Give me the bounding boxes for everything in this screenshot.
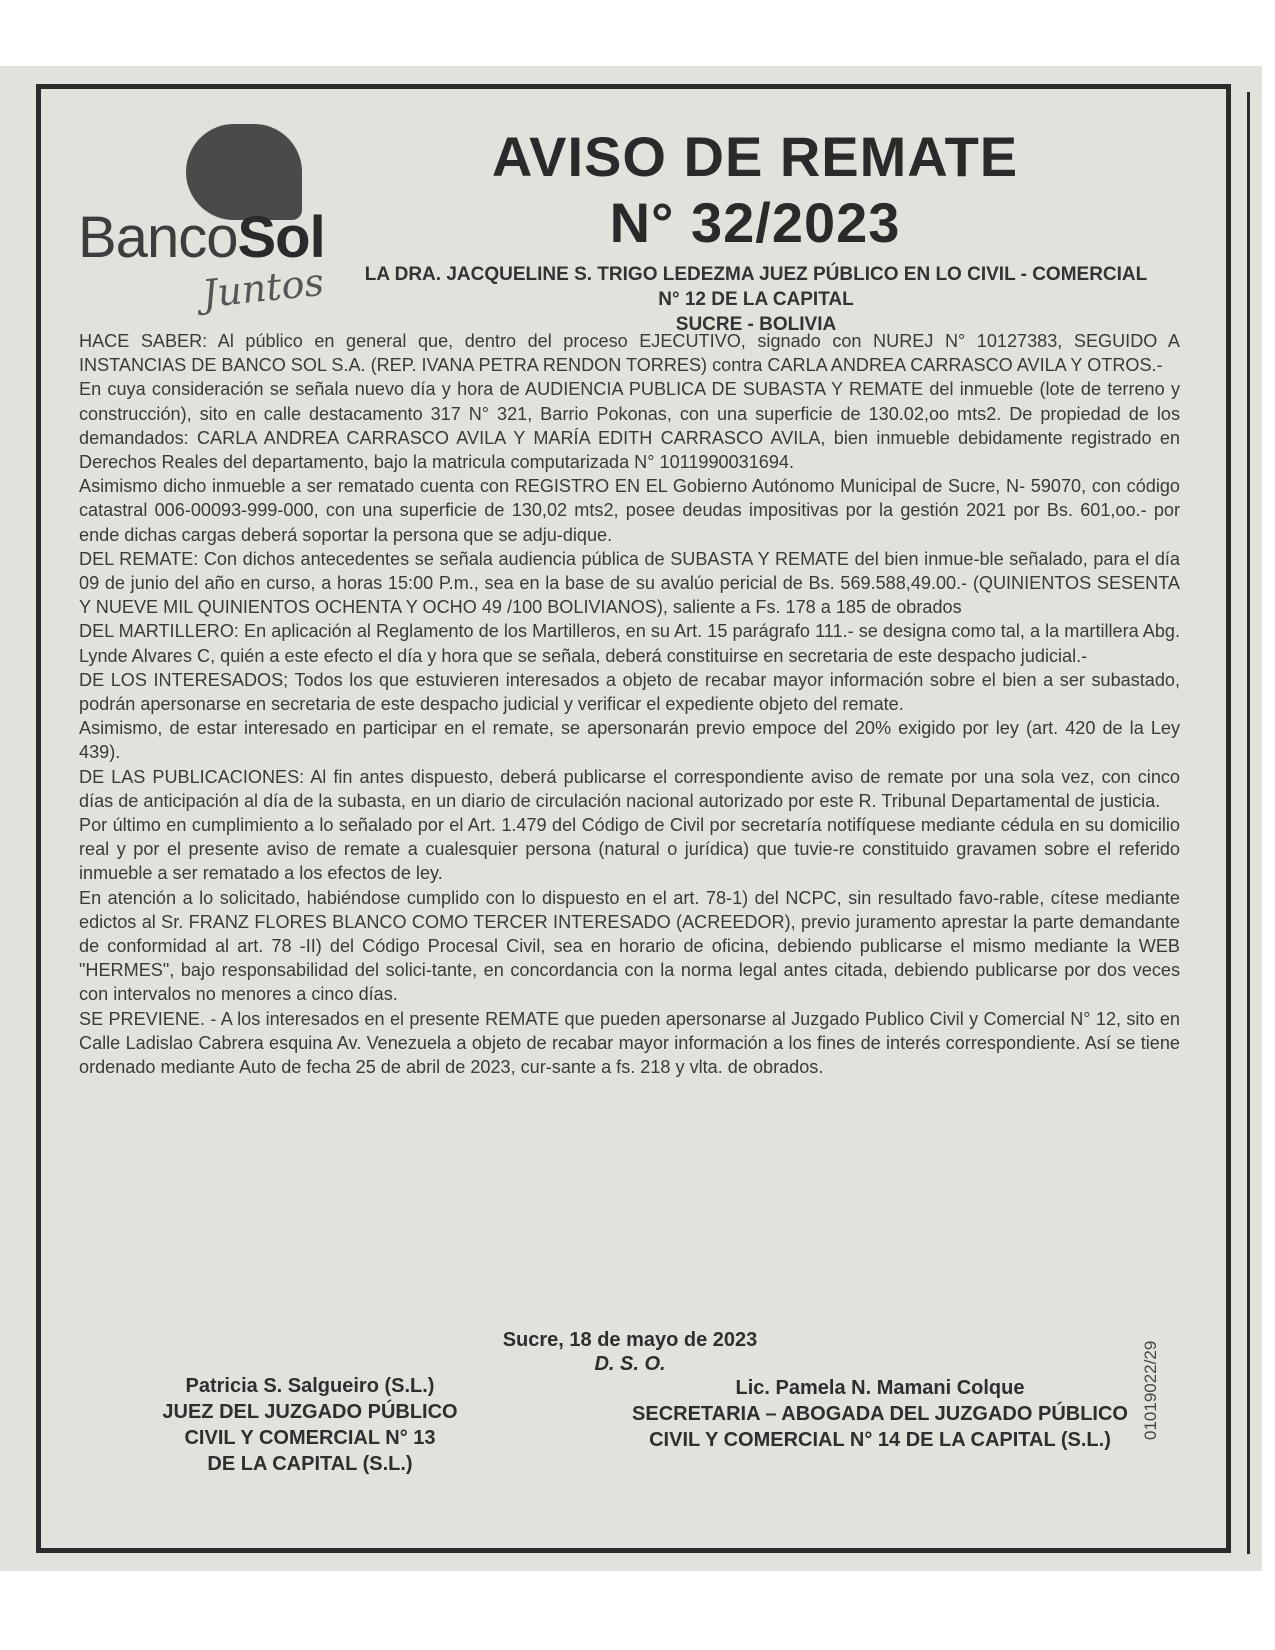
paragraph-del-martillero: DEL MARTILLERO: En aplicación al Reglamento de los Martilleros, en su Art. 15 parágrafo 111.- se designa como tal, a la martillera Abg. Lynde Alvares C, quién a este efecto el día y hora que se señala, deberá constituirse en secretaria de este despacho judicial.- xyxy=(79,621,1180,666)
judge-line: SUCRE - BOLIVIA xyxy=(675,314,837,335)
notice-body xyxy=(79,329,1180,1079)
signature-line: Patricia S. Salgueiro (S.L.) xyxy=(185,1375,435,1397)
signature-line: Lic. Pamela N. Mamani Colque xyxy=(735,1377,1025,1399)
bancosol-wordmark: BancoSol xyxy=(78,205,325,270)
adjacent-column-rule xyxy=(1247,92,1250,1554)
signature-line: CIVIL Y COMERCIAL N° 13 xyxy=(184,1427,436,1449)
paragraph-registro-municipal: Asimismo dicho inmueble a ser rematado cuenta con REGISTRO EN EL Gobierno Autónomo Municipal de Sucre, N- 59070, con código catastral 006-00093-999-000, con una superficie de 130,02 mts2, posee deudas impositivas por la gestión 2021 por Bs. 601,oo.- por ende dichas cargas deberá soportar la persona que se adju-dique. xyxy=(79,476,1180,545)
notice-dso: D. S. O. xyxy=(594,1353,666,1375)
publication-code: 01019022/29 xyxy=(1141,1340,1160,1440)
paragraph-del-remate: DEL REMATE: Con dichos antecedentes se señala audiencia pública de SUBASTA Y REMATE del bien inmue-ble señalado, para el día 09 de junio del año en curso, a horas 15:00 P.m., sea en la base de su avalúo pericial de Bs. 569.588,49.00.- (QUINIENTOS SESENTA Y NUEVE MIL QUINIENTOS OCHENTA Y OCHO 49 /100 BOLIVIANOS), saliente a Fs. 178 a 185 de obrados xyxy=(79,548,1180,618)
signature-block-secretary xyxy=(600,1375,1160,1453)
notice-number: N° 32/2023 xyxy=(609,191,901,254)
signature-block-judge xyxy=(120,1373,500,1477)
paragraph-notificacion: Por último en cumplimiento a lo señalado por el Art. 1.479 del Código de Civil por secretaría notifíquese mediante cédula en su domicilio real y por el presente aviso de remate a cualesquier persona (natural o jurídica) que tuvie-re constituido gravamen sobre el referido inmueble a ser rematado a los efectos de ley. xyxy=(79,815,1180,884)
paragraph-publicaciones: DE LAS PUBLICACIONES: Al fin antes dispuesto, deberá publicarse el correspondiente aviso de remate por una sola vez, con cinco días de anticipación al día de la subasta, en un diario de circulación nacional autorizado por este R. Tribunal Departamental de justicia. xyxy=(79,766,1180,811)
judge-line: N° 12 DE LA CAPITAL xyxy=(658,289,854,310)
paragraph-consideracion: En cuya consideración se señala nuevo día y hora de AUDIENCIA PUBLICA DE SUBASTA Y REMATE del inmueble (lote de terreno y construcción), sito en calle destacamento 317 N° 321, Barrio Pokonas, con una superficie de 130.02,oo mts2. De propiedad de los demandados: CARLA ANDREA CARRASCO AVILA Y MARÍA EDITH CARRASCO AVILA, bien inmueble debidamente registrado en Derechos Reales del departamento, bajo la matricula computarizada N° 1011990031694. xyxy=(79,379,1180,473)
paragraph-edictos: En atención a lo solicitado, habiéndose cumplido con lo dispuesto en el art. 78-1) del NCPC, sin resultado favo-rable, cítese mediante edictos al Sr. FRANZ FLORES BLANCO COMO TERCER INTERESADO (ACREEDOR), previo juramento aprestar la parte demandante de conformidad al art. 78 -II) del Código Procesal Civil, sea en horario de oficina, debiendo publicarse el mismo mediante la WEB "HERMES", bajo responsabilidad del solici-tante, en concordancia con la norma legal antes citada, debiendo publicarse por dos veces con intervalos no menores a cinco días. xyxy=(79,887,1180,1005)
paragraph-de-los-interesados: DE LOS INTERESADOS; Todos los que estuvieren interesados a objeto de recabar mayor información sobre el bien a ser subastado, podrán apersonarse en secretaria de este despacho judicial y verificar el expediente objeto del remate. xyxy=(79,669,1180,715)
paragraph-empoce: Asimismo, de estar interesado en participar en el remate, se apersonarán previo empoce del 20% exigido por ley (art. 420 de la Ley 439). xyxy=(79,718,1180,763)
issuing-judge-heading xyxy=(332,262,1180,337)
judge-line: LA DRA. JACQUELINE S. TRIGO LEDEZMA JUEZ PÚBLICO EN LO CIVIL - COMERCIAL xyxy=(364,264,1148,285)
signature-line: CIVIL Y COMERCIAL N° 14 DE LA CAPITAL (S.L.) xyxy=(649,1429,1111,1451)
bancosol-tagline: Juntos xyxy=(200,259,326,317)
signature-line: SECRETARIA – ABOGADA DEL JUZGADO PÚBLICO xyxy=(632,1403,1128,1425)
signature-line: JUEZ DEL JUZGADO PÚBLICO xyxy=(162,1401,458,1423)
notice-date: Sucre, 18 de mayo de 2023 xyxy=(502,1329,758,1351)
notice-title: AVISO DE REMATE xyxy=(491,125,1019,188)
paragraph-se-previene: SE PREVIENE. - A los interesados en el presente REMATE que pueden apersonarse al Juzgado Publico Civil y Comercial N° 12, sito en Calle Ladislao Cabrera esquina Av. Venezuela a objeto de recabar mayor información a los fines de interés correspondiente. Así se tiene ordenado mediante Auto de fecha 25 de abril de 2023, cur-sante a fs. 218 y vlta. de obrados. xyxy=(79,1008,1180,1078)
signature-line: DE LA CAPITAL (S.L.) xyxy=(207,1453,413,1475)
bancosol-logo xyxy=(78,124,350,324)
paragraph-hace-saber: HACE SABER: Al público en general que, dentro del proceso EJECUTIVO, signado con NUREJ N° 10127383, SEGUIDO A INSTANCIAS DE BANCO SOL S.A. (REP. IVANA PETRA RENDON TORRES) contra CARLA ANDREA CARRASCO AVILA Y OTROS.- xyxy=(79,331,1180,376)
